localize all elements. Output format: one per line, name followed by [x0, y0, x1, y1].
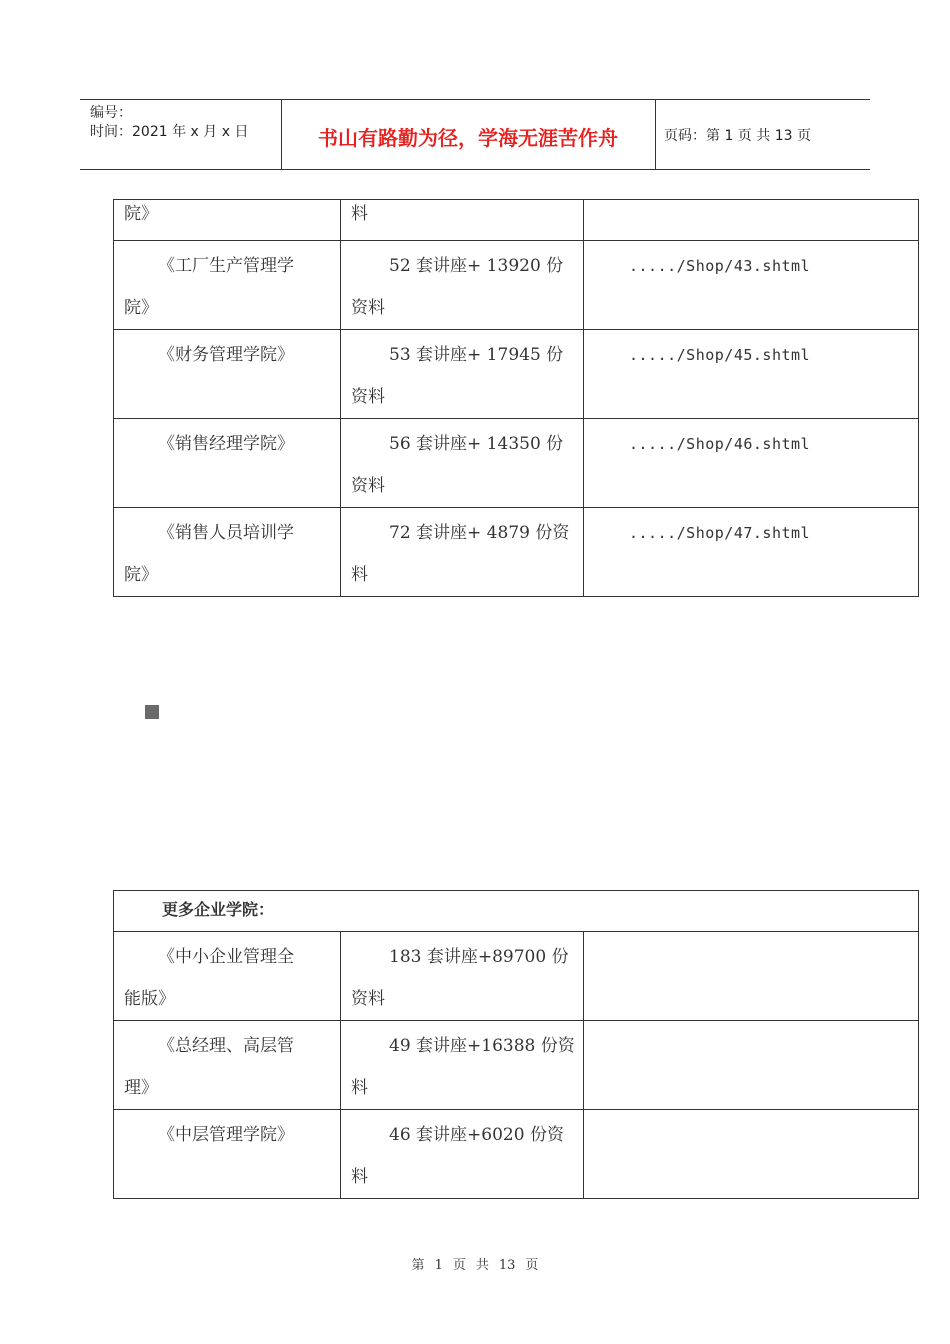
- course-count: 49 套讲座+16388 份资: [389, 1036, 575, 1056]
- table-cell: [341, 200, 584, 241]
- table-cell: [114, 241, 341, 330]
- table-cell: [341, 1110, 584, 1199]
- course-name: 《中小企业管理全: [158, 947, 294, 967]
- footer-word: 共: [475, 1258, 489, 1273]
- table-cell: [584, 932, 919, 1021]
- footer-word: 第: [411, 1258, 425, 1273]
- table-row: [114, 330, 919, 419]
- course-link[interactable]: [584, 200, 918, 204]
- header-divider: [655, 100, 656, 169]
- course-link[interactable]: ...../Shop/46.shtml: [629, 435, 811, 453]
- table-cell: [341, 330, 584, 419]
- course-name: 《财务管理学院》: [158, 345, 294, 365]
- table-cell: [341, 419, 584, 508]
- square-bullet-icon: [145, 705, 159, 719]
- footer-total-pages: 13: [498, 1258, 516, 1273]
- header-page-info: 页码：第 1 页 共 13 页: [664, 128, 811, 144]
- header-meta: [90, 104, 248, 142]
- page-header: [80, 99, 870, 170]
- table-row: [114, 241, 919, 330]
- table-row: [114, 1110, 919, 1199]
- table-cell: [114, 932, 341, 1021]
- table-cell: [584, 241, 919, 330]
- course-count: 72 套讲座+ 4879 份资: [389, 523, 570, 543]
- footer-word: 页: [525, 1258, 539, 1273]
- course-count-cont: 资料: [351, 298, 385, 318]
- course-name-cont: 理》: [124, 1078, 158, 1098]
- table-cell: [584, 200, 919, 241]
- course-name: 《中层管理学院》: [158, 1125, 294, 1145]
- course-count: 46 套讲座+6020 份资: [389, 1125, 564, 1145]
- course-count-cont: 料: [351, 565, 368, 585]
- table-cell: [114, 508, 341, 597]
- courses-table: [113, 199, 919, 597]
- table-cell: [584, 1021, 919, 1110]
- course-link[interactable]: ...../Shop/47.shtml: [629, 524, 811, 542]
- table-cell: [114, 1021, 341, 1110]
- table-cell: [114, 891, 919, 932]
- course-count-cont: 资料: [351, 989, 385, 1009]
- table-header-row: [114, 891, 919, 932]
- table-cell: [584, 419, 919, 508]
- course-name: 《总经理、高层管: [158, 1036, 294, 1056]
- table-cell: [341, 508, 584, 597]
- table-cell: [341, 932, 584, 1021]
- table-row: [114, 508, 919, 597]
- header-motto: 书山有路勤为径，学海无涯苦作舟: [318, 126, 618, 150]
- footer-word: 页: [452, 1258, 466, 1273]
- course-count: 53 套讲座+ 17945 份: [389, 345, 564, 365]
- table-row: [114, 1021, 919, 1110]
- course-count: 183 套讲座+89700 份: [389, 947, 569, 967]
- more-colleges-table: [113, 890, 919, 1199]
- table-cell: [114, 1110, 341, 1199]
- course-link: [584, 932, 918, 936]
- course-name-cont: 院》: [124, 298, 158, 318]
- course-name: 《工厂生产管理学: [158, 256, 294, 276]
- table-cell: [584, 330, 919, 419]
- course-count-cont: 料: [351, 1078, 368, 1098]
- table-row: [114, 932, 919, 1021]
- table-cell: [341, 1021, 584, 1110]
- course-link: [584, 1021, 918, 1025]
- course-count: 56 套讲座+ 14350 份: [389, 434, 564, 454]
- course-name: 《销售人员培训学: [158, 523, 294, 543]
- table-cell: [114, 200, 341, 241]
- course-name: 院》: [124, 204, 158, 224]
- course-name-cont: 院》: [124, 565, 158, 585]
- table-cell: [584, 508, 919, 597]
- table-row: [114, 419, 919, 508]
- table-cell: [341, 241, 584, 330]
- doc-time-label: 时间：2021 年 x 月 x 日: [90, 124, 249, 140]
- section-heading: 更多企业学院：: [162, 900, 275, 919]
- course-link[interactable]: ...../Shop/43.shtml: [629, 257, 811, 275]
- course-name-cont: 能版》: [124, 989, 175, 1009]
- course-count-cont: 资料: [351, 387, 385, 407]
- table-row: [114, 200, 919, 241]
- course-count-cont: 料: [351, 1167, 368, 1187]
- course-count-cont: 资料: [351, 476, 385, 496]
- table-cell: [114, 419, 341, 508]
- footer-page-number: 1: [434, 1258, 443, 1273]
- doc-number-label: 编号：: [90, 105, 132, 121]
- course-count: 52 套讲座+ 13920 份: [389, 256, 564, 276]
- table-cell: [584, 1110, 919, 1199]
- course-link[interactable]: ...../Shop/45.shtml: [629, 346, 811, 364]
- table-cell: [114, 330, 341, 419]
- course-count: 料: [351, 204, 368, 224]
- page-footer: [0, 1254, 950, 1273]
- course-name: 《销售经理学院》: [158, 434, 294, 454]
- course-link: [584, 1110, 918, 1114]
